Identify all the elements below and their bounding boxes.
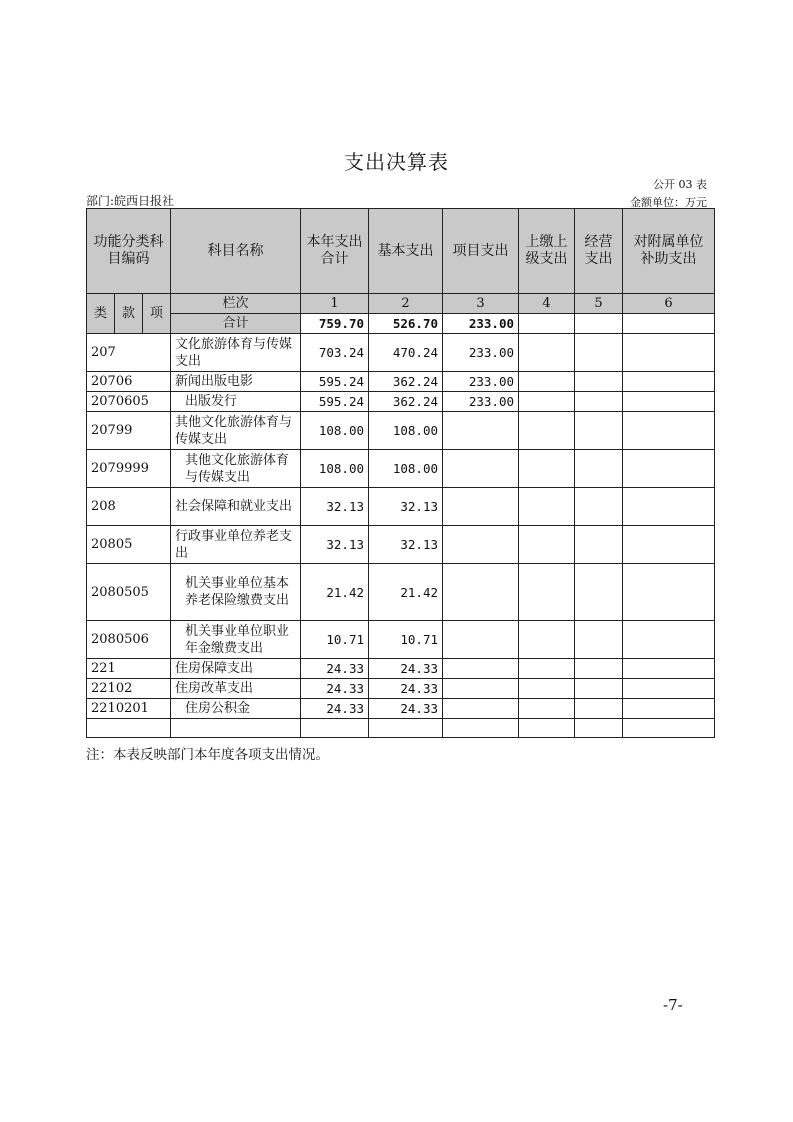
header-project: 项目支出 [443, 209, 519, 294]
row-code: 20799 [87, 412, 171, 450]
row-upper [519, 621, 575, 659]
row-code: 207 [87, 334, 171, 372]
table-row [87, 372, 715, 392]
row-project [443, 679, 519, 699]
expenditure-table [86, 208, 715, 738]
table-row [87, 621, 715, 659]
row-code: 2079999 [87, 450, 171, 488]
header-code: 功能分类科目编码 [87, 209, 171, 294]
row-basic: 32.13 [369, 488, 443, 526]
row-subsidiary [623, 621, 715, 659]
row-business [575, 412, 623, 450]
row-project: 233.00 [443, 334, 519, 372]
table-row [87, 334, 715, 372]
row-total: 703.24 [301, 334, 369, 372]
row-business [575, 392, 623, 412]
column-number: 4 [519, 294, 575, 314]
row-upper [519, 659, 575, 679]
header-subsidiary: 对附属单位补助支出 [623, 209, 715, 294]
subheader-lanci: 栏次 [171, 294, 301, 314]
row-total: 21.42 [301, 564, 369, 621]
row-business [575, 488, 623, 526]
row-business [575, 450, 623, 488]
column-number: 1 [301, 294, 369, 314]
row-name: 机关事业单位基本养老保险缴费支出 [171, 564, 301, 621]
row-business [575, 679, 623, 699]
row-name: 其他文化旅游体育与传媒支出 [171, 412, 301, 450]
table-row [87, 392, 715, 412]
subheader-lei: 类 [87, 294, 115, 334]
row-upper [519, 412, 575, 450]
row-basic: 32.13 [369, 526, 443, 564]
row-subsidiary [623, 564, 715, 621]
table-row [87, 488, 715, 526]
row-basic: 362.24 [369, 372, 443, 392]
row-code: 20706 [87, 372, 171, 392]
row-project: 233.00 [443, 372, 519, 392]
column-number-row [87, 294, 715, 314]
row-project [443, 564, 519, 621]
row-code: 2080506 [87, 621, 171, 659]
total-business [575, 314, 623, 334]
row-basic: 24.33 [369, 699, 443, 719]
header-name: 科目名称 [171, 209, 301, 294]
table-row [87, 679, 715, 699]
row-code: 22102 [87, 679, 171, 699]
row-upper [519, 392, 575, 412]
row-subsidiary [623, 450, 715, 488]
row-upper [519, 488, 575, 526]
table-note: 注：本表反映部门本年度各项支出情况。 [86, 747, 329, 763]
row-name: 出版发行 [171, 392, 301, 412]
column-number: 2 [369, 294, 443, 314]
row-total: 24.33 [301, 679, 369, 699]
row-total: 32.13 [301, 488, 369, 526]
row-project [443, 488, 519, 526]
row-subsidiary [623, 334, 715, 372]
row-upper [519, 450, 575, 488]
row-total: 10.71 [301, 621, 369, 659]
total-label: 合计 [171, 314, 301, 334]
table-row [87, 659, 715, 679]
row-business [575, 699, 623, 719]
subheader-kuan: 款 [115, 294, 143, 334]
table-row [87, 526, 715, 564]
row-name: 其他文化旅游体育与传媒支出 [171, 450, 301, 488]
header-row [87, 209, 715, 294]
form-number: 公开 03 表 [653, 178, 707, 191]
row-code: 2070605 [87, 392, 171, 412]
row-subsidiary [623, 679, 715, 699]
row-basic: 362.24 [369, 392, 443, 412]
subheader-xiang: 项 [143, 294, 171, 334]
empty-row [87, 719, 715, 738]
table-row [87, 450, 715, 488]
row-upper [519, 679, 575, 699]
row-upper [519, 526, 575, 564]
total-row [87, 314, 715, 334]
header-basic: 基本支出 [369, 209, 443, 294]
row-business [575, 659, 623, 679]
row-name: 住房公积金 [171, 699, 301, 719]
row-project [443, 659, 519, 679]
row-basic: 24.33 [369, 659, 443, 679]
row-project [443, 699, 519, 719]
row-code: 2080505 [87, 564, 171, 621]
row-subsidiary [623, 372, 715, 392]
row-basic: 10.71 [369, 621, 443, 659]
row-business [575, 334, 623, 372]
row-code: 2210201 [87, 699, 171, 719]
row-name: 社会保障和就业支出 [171, 488, 301, 526]
page-number: -7- [663, 996, 683, 1014]
row-name: 文化旅游体育与传媒支出 [171, 334, 301, 372]
row-subsidiary [623, 699, 715, 719]
row-upper [519, 372, 575, 392]
table-row [87, 412, 715, 450]
row-project [443, 526, 519, 564]
header-business: 经营支出 [575, 209, 623, 294]
row-total: 595.24 [301, 372, 369, 392]
row-subsidiary [623, 412, 715, 450]
table-row [87, 699, 715, 719]
row-total: 108.00 [301, 450, 369, 488]
row-total: 32.13 [301, 526, 369, 564]
row-upper [519, 334, 575, 372]
row-subsidiary [623, 659, 715, 679]
row-subsidiary [623, 526, 715, 564]
header-upper: 上缴上级支出 [519, 209, 575, 294]
total-subsidiary [623, 314, 715, 334]
row-upper [519, 699, 575, 719]
row-total: 24.33 [301, 659, 369, 679]
row-name: 新闻出版电影 [171, 372, 301, 392]
row-project [443, 412, 519, 450]
row-name: 行政事业单位养老支出 [171, 526, 301, 564]
row-total: 24.33 [301, 699, 369, 719]
row-basic: 24.33 [369, 679, 443, 699]
total-project: 233.00 [443, 314, 519, 334]
column-number: 5 [575, 294, 623, 314]
total-upper [519, 314, 575, 334]
row-basic: 108.00 [369, 450, 443, 488]
row-subsidiary [623, 488, 715, 526]
row-total: 595.24 [301, 392, 369, 412]
column-number: 3 [443, 294, 519, 314]
row-basic: 21.42 [369, 564, 443, 621]
department-label: 部门:皖西日报社 [86, 194, 175, 208]
row-business [575, 621, 623, 659]
row-name: 住房保障支出 [171, 659, 301, 679]
header-total: 本年支出合计 [301, 209, 369, 294]
table-row [87, 564, 715, 621]
row-basic: 470.24 [369, 334, 443, 372]
row-business [575, 526, 623, 564]
row-business [575, 372, 623, 392]
row-code: 221 [87, 659, 171, 679]
row-project [443, 450, 519, 488]
row-code: 20805 [87, 526, 171, 564]
row-basic: 108.00 [369, 412, 443, 450]
row-total: 108.00 [301, 412, 369, 450]
row-name: 机关事业单位职业年金缴费支出 [171, 621, 301, 659]
total-basic: 526.70 [369, 314, 443, 334]
row-upper [519, 564, 575, 621]
row-name: 住房改革支出 [171, 679, 301, 699]
row-subsidiary [623, 392, 715, 412]
total-amount: 759.70 [301, 314, 369, 334]
row-project [443, 621, 519, 659]
row-project: 233.00 [443, 392, 519, 412]
row-code: 208 [87, 488, 171, 526]
row-business [575, 564, 623, 621]
column-number: 6 [623, 294, 715, 314]
document-title: 支出决算表 [344, 150, 449, 174]
amount-unit: 金额单位：万元 [630, 196, 707, 209]
